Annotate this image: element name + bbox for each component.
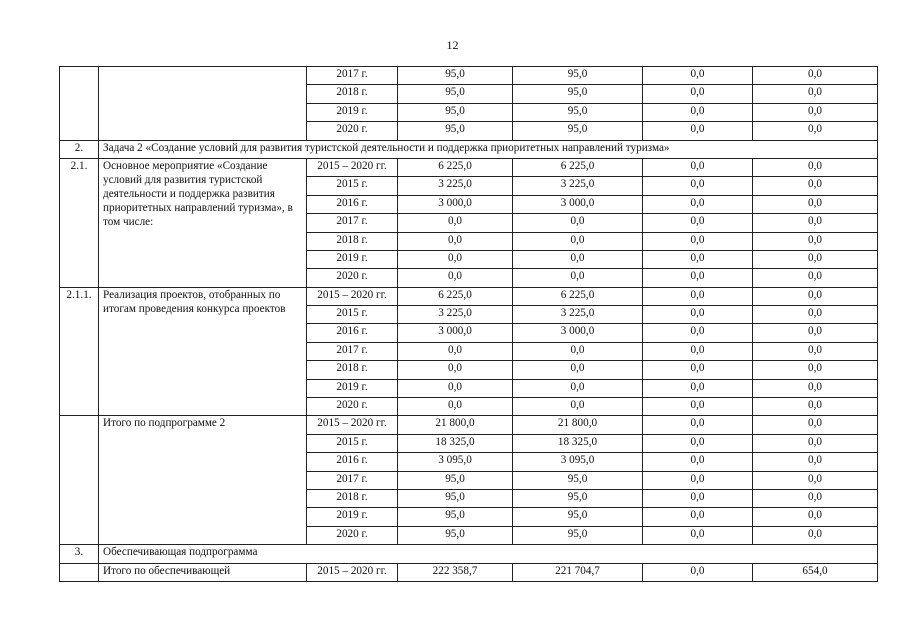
year-cell: 2015 – 2020 гг. — [307, 416, 398, 434]
row-name: Итого по обеспечивающей — [99, 563, 307, 581]
value-3: 0,0 — [753, 489, 878, 507]
row-name — [99, 67, 307, 141]
value-1: 221 704,7 — [513, 563, 643, 581]
value-2: 0,0 — [643, 269, 753, 287]
year-cell: 2020 г. — [307, 526, 398, 544]
value-1: 6 225,0 — [513, 158, 643, 176]
value-total: 3 225,0 — [398, 306, 513, 324]
budget-table-body — [60, 67, 878, 582]
value-total: 95,0 — [398, 508, 513, 526]
year-cell: 2019 г. — [307, 103, 398, 121]
year-cell: 2015 – 2020 гг. — [307, 563, 398, 581]
task-row — [60, 140, 878, 158]
year-cell: 2017 г. — [307, 67, 398, 85]
value-1: 95,0 — [513, 67, 643, 85]
value-total: 0,0 — [398, 342, 513, 360]
year-cell: 2015 г. — [307, 434, 398, 452]
year-cell: 2016 г. — [307, 453, 398, 471]
value-1: 95,0 — [513, 122, 643, 140]
value-1: 21 800,0 — [513, 416, 643, 434]
row-code — [60, 67, 99, 141]
value-3: 0,0 — [753, 453, 878, 471]
table-row — [60, 416, 878, 434]
value-total: 0,0 — [398, 232, 513, 250]
year-cell: 2018 г. — [307, 361, 398, 379]
row-code — [60, 563, 99, 581]
value-1: 3 000,0 — [513, 195, 643, 213]
value-total: 0,0 — [398, 361, 513, 379]
task-code: 2. — [60, 140, 99, 158]
value-1: 0,0 — [513, 269, 643, 287]
value-total: 95,0 — [398, 85, 513, 103]
value-3: 0,0 — [753, 232, 878, 250]
table-row — [60, 158, 878, 176]
value-2: 0,0 — [643, 508, 753, 526]
value-2: 0,0 — [643, 67, 753, 85]
value-2: 0,0 — [643, 453, 753, 471]
year-cell: 2019 г. — [307, 508, 398, 526]
year-cell: 2020 г. — [307, 398, 398, 416]
year-cell: 2017 г. — [307, 214, 398, 232]
value-total: 0,0 — [398, 250, 513, 268]
year-cell: 2015 г. — [307, 177, 398, 195]
value-2: 0,0 — [643, 306, 753, 324]
value-3: 0,0 — [753, 398, 878, 416]
value-1: 0,0 — [513, 250, 643, 268]
value-3: 0,0 — [753, 250, 878, 268]
budget-table — [59, 66, 878, 582]
value-3: 0,0 — [753, 526, 878, 544]
value-2: 0,0 — [643, 342, 753, 360]
year-cell: 2015 г. — [307, 306, 398, 324]
year-cell: 2017 г. — [307, 342, 398, 360]
year-cell: 2016 г. — [307, 195, 398, 213]
value-2: 0,0 — [643, 489, 753, 507]
table-row — [60, 563, 878, 581]
value-3: 0,0 — [753, 416, 878, 434]
value-1: 95,0 — [513, 489, 643, 507]
value-3: 0,0 — [753, 342, 878, 360]
value-total: 222 358,7 — [398, 563, 513, 581]
value-total: 3 225,0 — [398, 177, 513, 195]
value-2: 0,0 — [643, 361, 753, 379]
value-3: 0,0 — [753, 214, 878, 232]
value-1: 0,0 — [513, 342, 643, 360]
value-total: 0,0 — [398, 398, 513, 416]
year-cell: 2018 г. — [307, 85, 398, 103]
task-title: Задача 2 «Создание условий для развития туристской деятельности и поддержка приоритетных направлений туризма» — [99, 140, 878, 158]
value-total: 95,0 — [398, 471, 513, 489]
value-3: 0,0 — [753, 361, 878, 379]
value-1: 95,0 — [513, 526, 643, 544]
value-3: 0,0 — [753, 379, 878, 397]
value-total: 21 800,0 — [398, 416, 513, 434]
year-cell: 2019 г. — [307, 379, 398, 397]
value-1: 6 225,0 — [513, 287, 643, 305]
value-total: 6 225,0 — [398, 158, 513, 176]
value-2: 0,0 — [643, 250, 753, 268]
value-3: 0,0 — [753, 324, 878, 342]
value-2: 0,0 — [643, 103, 753, 121]
value-3: 0,0 — [753, 177, 878, 195]
value-total: 95,0 — [398, 526, 513, 544]
value-1: 18 325,0 — [513, 434, 643, 452]
year-cell: 2019 г. — [307, 250, 398, 268]
value-2: 0,0 — [643, 563, 753, 581]
value-total: 95,0 — [398, 67, 513, 85]
year-cell: 2020 г. — [307, 269, 398, 287]
value-total: 0,0 — [398, 269, 513, 287]
value-1: 0,0 — [513, 214, 643, 232]
value-total: 0,0 — [398, 379, 513, 397]
value-total: 3 000,0 — [398, 324, 513, 342]
value-2: 0,0 — [643, 85, 753, 103]
value-2: 0,0 — [643, 324, 753, 342]
value-1: 3 000,0 — [513, 324, 643, 342]
value-1: 95,0 — [513, 85, 643, 103]
value-1: 0,0 — [513, 232, 643, 250]
value-total: 95,0 — [398, 103, 513, 121]
year-cell: 2018 г. — [307, 232, 398, 250]
value-total: 0,0 — [398, 214, 513, 232]
row-name: Итого по подпрограмме 2 — [99, 416, 307, 545]
year-cell: 2016 г. — [307, 324, 398, 342]
value-total: 95,0 — [398, 122, 513, 140]
value-total: 3 095,0 — [398, 453, 513, 471]
page-number: 12 — [446, 38, 459, 52]
value-2: 0,0 — [643, 122, 753, 140]
year-cell: 2015 – 2020 гг. — [307, 158, 398, 176]
year-cell: 2018 г. — [307, 489, 398, 507]
value-1: 0,0 — [513, 398, 643, 416]
value-1: 0,0 — [513, 361, 643, 379]
value-2: 0,0 — [643, 526, 753, 544]
value-1: 3 095,0 — [513, 453, 643, 471]
value-3: 0,0 — [753, 195, 878, 213]
value-2: 0,0 — [643, 177, 753, 195]
value-2: 0,0 — [643, 158, 753, 176]
year-cell: 2015 – 2020 гг. — [307, 287, 398, 305]
value-2: 0,0 — [643, 398, 753, 416]
value-2: 0,0 — [643, 287, 753, 305]
value-3: 0,0 — [753, 287, 878, 305]
value-1: 3 225,0 — [513, 306, 643, 324]
section-title: Обеспечивающая подпрограмма — [99, 545, 878, 563]
row-code: 2.1. — [60, 158, 99, 287]
value-3: 0,0 — [753, 269, 878, 287]
year-cell: 2017 г. — [307, 471, 398, 489]
value-2: 0,0 — [643, 195, 753, 213]
value-1: 95,0 — [513, 471, 643, 489]
table-row — [60, 67, 878, 85]
row-code: 2.1.1. — [60, 287, 99, 416]
section-code: 3. — [60, 545, 99, 563]
value-3: 0,0 — [753, 434, 878, 452]
value-2: 0,0 — [643, 434, 753, 452]
value-1: 3 225,0 — [513, 177, 643, 195]
value-2: 0,0 — [643, 416, 753, 434]
value-total: 95,0 — [398, 489, 513, 507]
value-3: 0,0 — [753, 85, 878, 103]
value-2: 0,0 — [643, 232, 753, 250]
value-3: 0,0 — [753, 508, 878, 526]
value-1: 0,0 — [513, 379, 643, 397]
value-3: 0,0 — [753, 122, 878, 140]
section-row — [60, 545, 878, 563]
value-total: 6 225,0 — [398, 287, 513, 305]
row-name: Реализация проектов, отобранных по итогам проведения конкурса проектов — [99, 287, 307, 416]
row-name: Основное мероприятие «Создание условий для развития туристской деятельности и поддержка развития приоритетных направлений туризма», в том числе: — [99, 158, 307, 287]
value-1: 95,0 — [513, 103, 643, 121]
value-2: 0,0 — [643, 471, 753, 489]
value-3: 0,0 — [753, 306, 878, 324]
value-3: 654,0 — [753, 563, 878, 581]
value-3: 0,0 — [753, 471, 878, 489]
value-total: 3 000,0 — [398, 195, 513, 213]
value-3: 0,0 — [753, 158, 878, 176]
value-total: 18 325,0 — [398, 434, 513, 452]
value-3: 0,0 — [753, 67, 878, 85]
value-2: 0,0 — [643, 214, 753, 232]
value-2: 0,0 — [643, 379, 753, 397]
table-row — [60, 287, 878, 305]
row-code — [60, 416, 99, 545]
year-cell: 2020 г. — [307, 122, 398, 140]
value-3: 0,0 — [753, 103, 878, 121]
value-1: 95,0 — [513, 508, 643, 526]
